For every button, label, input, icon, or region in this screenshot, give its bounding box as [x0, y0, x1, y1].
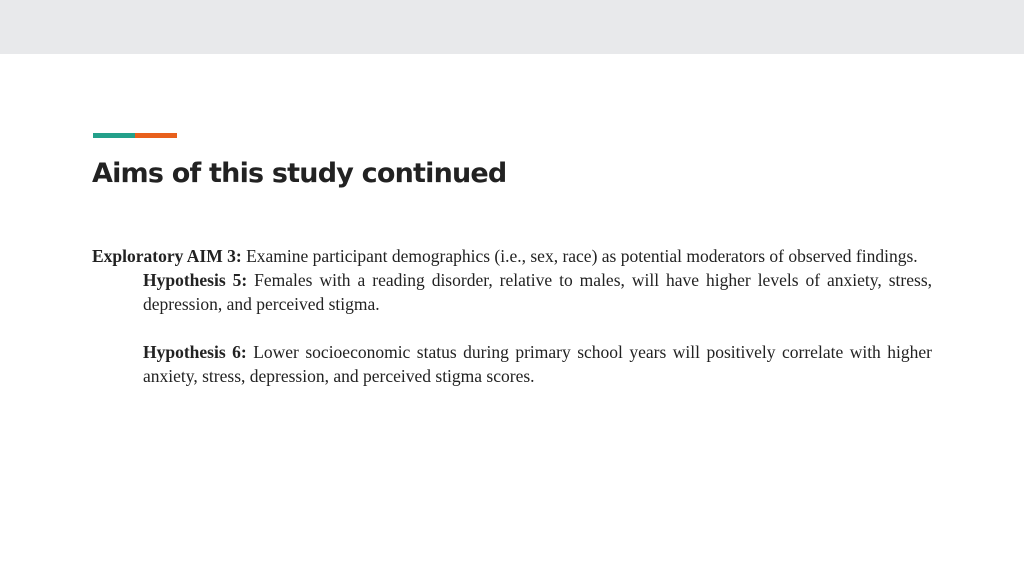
slide-body — [92, 244, 932, 388]
aim-3-label: Exploratory AIM 3: — [92, 246, 242, 266]
aim-3 — [92, 244, 932, 268]
hypothesis-5-label: Hypothesis 5: — [143, 270, 248, 290]
hypothesis-6 — [143, 340, 932, 388]
title-accent-bar — [93, 133, 177, 138]
hypothesis-6-label: Hypothesis 6: — [143, 342, 247, 362]
accent-orange — [135, 133, 177, 138]
hypothesis-6-text: Lower socioeconomic status during primary school years will positively correlate with higher anxiety, stress, depression, and perceived stigma scores. — [143, 342, 932, 386]
top-band — [0, 0, 1024, 54]
hypothesis-5 — [143, 268, 932, 316]
slide-title: Aims of this study continued — [92, 158, 507, 189]
accent-teal — [93, 133, 135, 138]
hypothesis-5-text: Females with a reading disorder, relative to males, will have higher levels of anxiety, stress, depression, and perceived stigma. — [143, 270, 932, 314]
aim-3-text: Examine participant demographics (i.e., sex, race) as potential moderators of observed findings. — [241, 246, 918, 266]
